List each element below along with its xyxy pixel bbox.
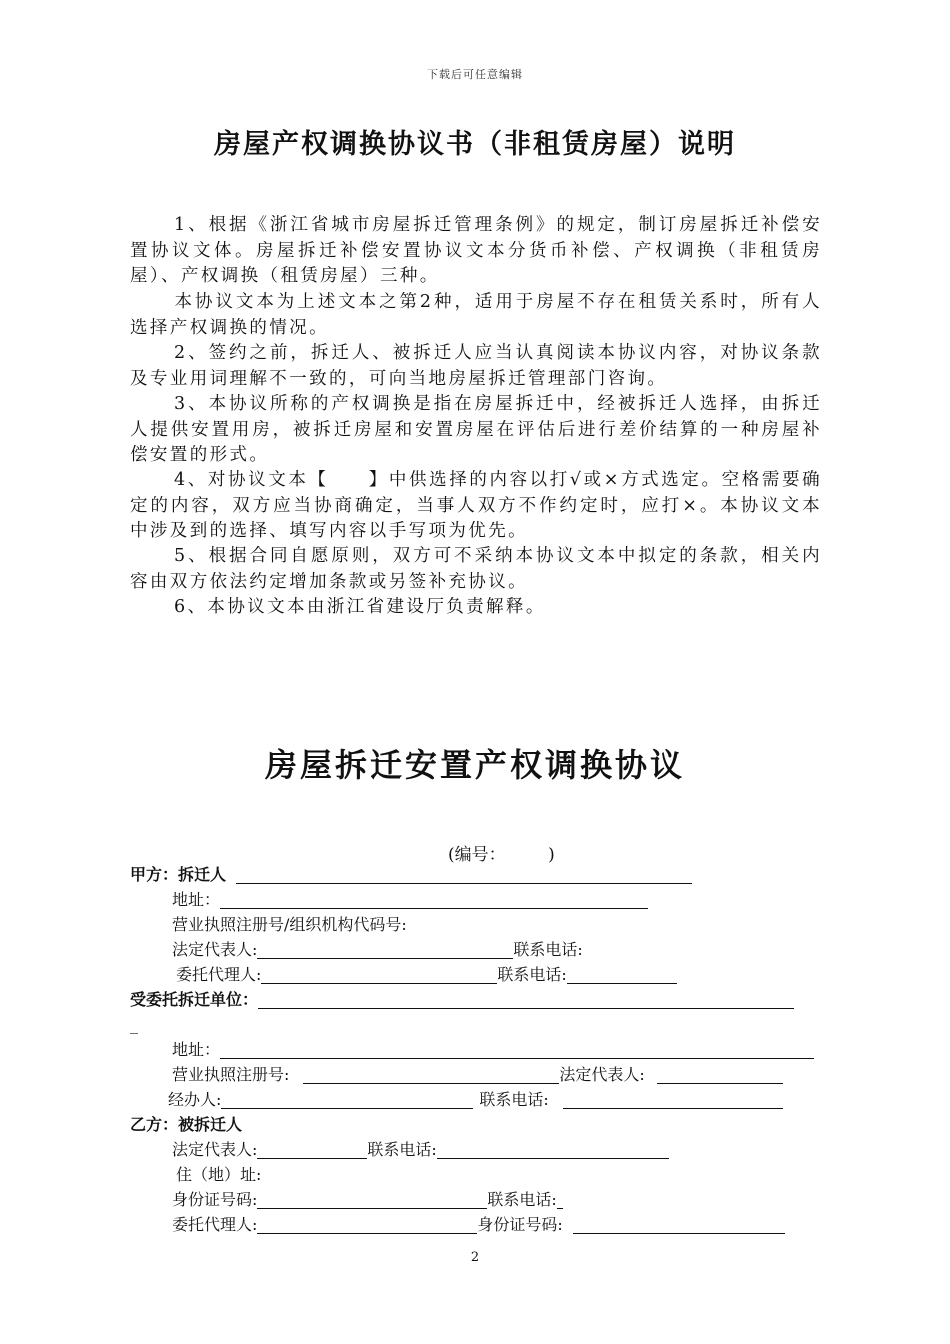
- entrusted-row: [130, 989, 794, 1011]
- entrusted-address-label: 地址：: [172, 1040, 221, 1059]
- paragraph-6: 5、根据合同自愿原则，双方可不采纳本协议文本中拟定的条款，相关内容由双方依法约定增加条款或另签补充协议。: [130, 546, 822, 592]
- entrusted-license-label: 营业执照注册号:: [172, 1065, 290, 1084]
- party-a-agent-row: [172, 964, 677, 986]
- party-a-phone2-field[interactable]: [567, 965, 677, 984]
- paragraph-3: 2、签约之前，拆迁人、被拆迁人应当认真阅读本协议内容，对协议条款及专业用词理解不一致的，可向当地房屋拆迁管理部门咨询。: [130, 343, 822, 389]
- party-b-agent-label: 委托代理人:: [172, 1215, 258, 1234]
- party-a-legal-rep-field[interactable]: [257, 940, 513, 959]
- paragraph-2: 本协议文本为上述文本之第2种，适用于房屋不存在租赁关系时，所有人选择产权调换的情况。: [130, 292, 822, 338]
- party-b-phone2-label: 联系电话:: [487, 1190, 557, 1209]
- entrusted-handler-field[interactable]: [221, 1090, 473, 1109]
- entrusted-phone-field[interactable]: [563, 1090, 783, 1109]
- page-number: 2: [470, 1250, 480, 1265]
- party-a-name-field[interactable]: [236, 865, 692, 884]
- party-a-phone2-label: 联系电话:: [497, 965, 567, 984]
- party-a-legal-rep-label: 法定代表人:: [172, 940, 258, 959]
- entrusted-label: 受委托拆迁单位：: [130, 990, 259, 1009]
- party-a-address-field[interactable]: [220, 890, 648, 909]
- party-a-agent-label: 委托代理人:: [176, 965, 262, 984]
- party-b-label: 乙方：被拆迁人: [130, 1115, 243, 1134]
- party-b-legal-rep-label: 法定代表人:: [172, 1140, 258, 1159]
- party-b-id-row: [172, 1189, 563, 1211]
- party-a-label: 甲方：拆迁人: [130, 865, 227, 884]
- party-a-address-label: 地址：: [172, 890, 221, 909]
- entrusted-handler-row: [168, 1089, 783, 1111]
- entrusted-license-row: [172, 1064, 783, 1086]
- party-a-license-label: 营业执照注册号/组织机构代码号:: [172, 915, 407, 934]
- party-a-address-row: [172, 889, 648, 911]
- party-b-residence-row: [176, 1164, 261, 1186]
- party-b-agent-id-label: 身份证号码:: [477, 1215, 563, 1234]
- party-b-phone1-field[interactable]: [437, 1140, 669, 1159]
- party-a-phone1-label: 联系电话:: [513, 940, 583, 959]
- party-b-agent-row: [172, 1214, 785, 1236]
- entrusted-license-field[interactable]: [303, 1065, 559, 1084]
- party-a-agent-field[interactable]: [261, 965, 497, 984]
- entrusted-address-row: [172, 1039, 814, 1061]
- party-a-legal-row: [172, 939, 583, 961]
- entrusted-phone-label: 联系电话:: [479, 1090, 549, 1109]
- party-b-agent-field[interactable]: [257, 1215, 477, 1234]
- paragraph-4: 3、本协议所称的产权调换是指在房屋拆迁中，经被拆迁人选择，由拆迁人提供安置用房，被拆迁房屋和安置房屋在评估后进行差价结算的一种房屋补偿安置的形式。: [130, 394, 822, 465]
- party-a-row: [130, 864, 692, 886]
- agreement-title: 房屋拆迁安置产权调换协议: [264, 746, 685, 784]
- explanation-title: 房屋产权调换协议书（非租赁房屋）说明: [214, 129, 736, 160]
- entrusted-dash-row: [130, 1014, 138, 1036]
- paragraph-1: 1、根据《浙江省城市房屋拆迁管理条例》的规定，制订房屋拆迁补偿安置协议文体。房屋拆迁补偿安置协议文本分货币补偿、产权调换（非租赁房屋）、产权调换（租赁房屋）三种。: [130, 215, 822, 286]
- party-b-phone1-label: 联系电话:: [367, 1140, 437, 1159]
- entrusted-name-field[interactable]: [258, 990, 794, 1009]
- party-b-phone2-field[interactable]: [557, 1190, 563, 1209]
- paragraph-7: 6、本协议文本由浙江省建设厅负责解释。: [174, 597, 546, 617]
- party-b-agent-id-field[interactable]: [573, 1215, 785, 1234]
- header-note: 下载后可任意编辑: [427, 68, 523, 81]
- party-b-id-field[interactable]: [257, 1190, 487, 1209]
- agreement-number: (编号： ): [448, 845, 555, 865]
- party-b-id-label: 身份证号码:: [172, 1190, 258, 1209]
- party-b-legal-rep-field[interactable]: [257, 1140, 367, 1159]
- party-b-row: [130, 1114, 242, 1136]
- entrusted-legal-rep-field[interactable]: [657, 1065, 783, 1084]
- party-a-license-row: [172, 914, 407, 936]
- entrusted-address-field[interactable]: [220, 1040, 814, 1059]
- party-b-residence-label: 住（地）址:: [176, 1165, 262, 1184]
- entrusted-handler-label: 经办人:: [168, 1090, 222, 1109]
- party-b-legal-row: [172, 1139, 669, 1161]
- entrusted-dash: _: [130, 1015, 138, 1034]
- entrusted-legal-rep-label: 法定代表人:: [559, 1065, 645, 1084]
- paragraph-5: 4、对协议文本【 】中供选择的内容以打√或×方式选定。空格需要确定的内容，双方应当协商确定，当事人双方不作约定时，应打×。本协议文本中涉及到的选择、填写内容以手写项为优先。: [130, 470, 822, 541]
